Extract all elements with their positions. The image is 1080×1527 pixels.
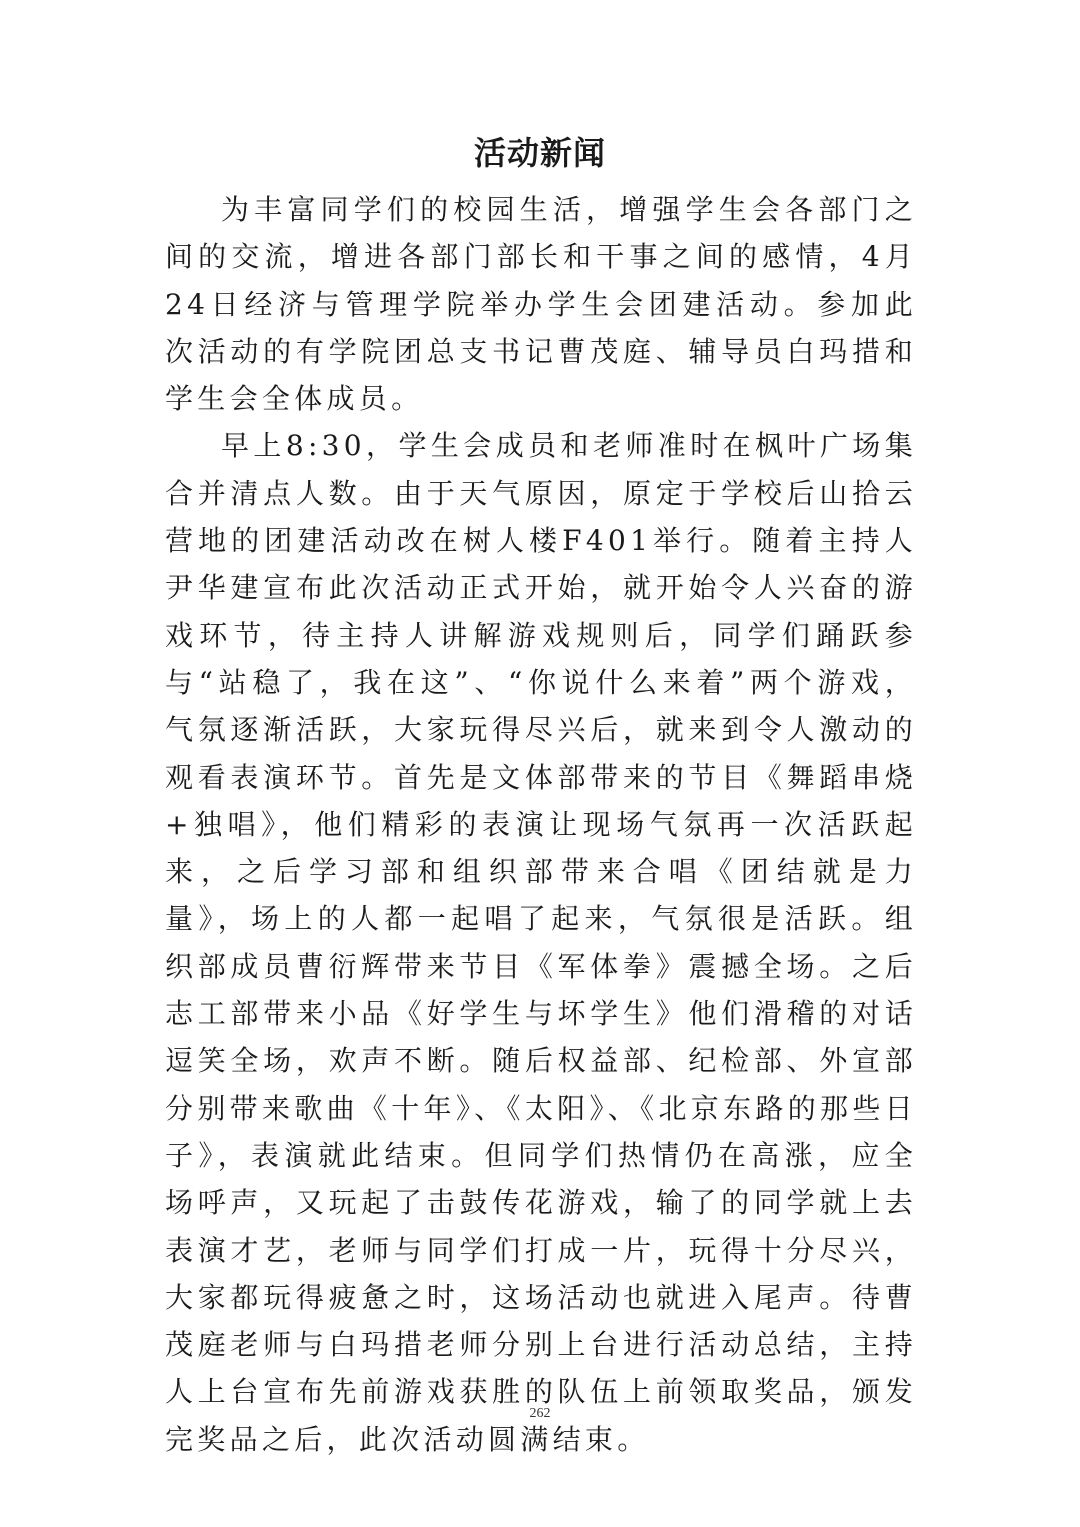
page-number: 262 xyxy=(529,1406,551,1421)
paragraph-intro: 为丰富同学们的校园生活，增强学生会各部门之间的交流，增进各部门部长和干事之间的感情，4月24日经济与管理学院举办学生会团建活动。参加此次活动的有学院团总支书记曹茂庭、辅导员白玛措和学生会全体成员。 xyxy=(165,193,917,416)
article-title: 活动新闻 xyxy=(473,134,606,172)
article-body xyxy=(165,186,917,1463)
paragraph-activity-details: 早上8:30，学生会成员和老师准时在枫叶广场集合并清点人数。由于天气原因，原定于学校后山拾云营地的团建活动改在树人楼F401举行。随着主持人尹华建宣布此次活动正式开始，就开始令人兴奋的游戏环节，待主持人讲解游戏规则后，同学们踊跃参与“站稳了，我在这”、“你说什么来着”两个游戏，气氛逐渐活跃，大家玩得尽兴后，就来到令人激动的观看表演环节。首先是文体部带来的节目《舞蹈串烧+独唱》，他们精彩的表演让现场气氛再一次活跃起来，之后学习部和组织部带来合唱《团结就是力量》，场上的人都一起唱了起来，气氛很是活跃。组织部成员曹衍辉带来节目《军体拳》震撼全场。之后志工部带来小品《好学生与坏学生》他们滑稽的对话逗笑全场，欢声不断。随后权益部、纪检部、外宣部分别带来歌曲《十年》、《太阳》、《北京东路的那些日子》，表演就此结束。但同学们热情仍在高涨，应全场呼声，又玩起了击鼓传花游戏，输了的同学就上去表演才艺，老师与同学们打成一片，玩得十分尽兴，大家都玩得疲惫之时，这场活动也就进入尾声。待曹茂庭老师与白玛措老师分别上台进行活动总结，主持人上台宣布先前游戏获胜的队伍上前领取奖品，颁发完奖品之后，此次活动圆满结束。 xyxy=(165,429,917,1456)
